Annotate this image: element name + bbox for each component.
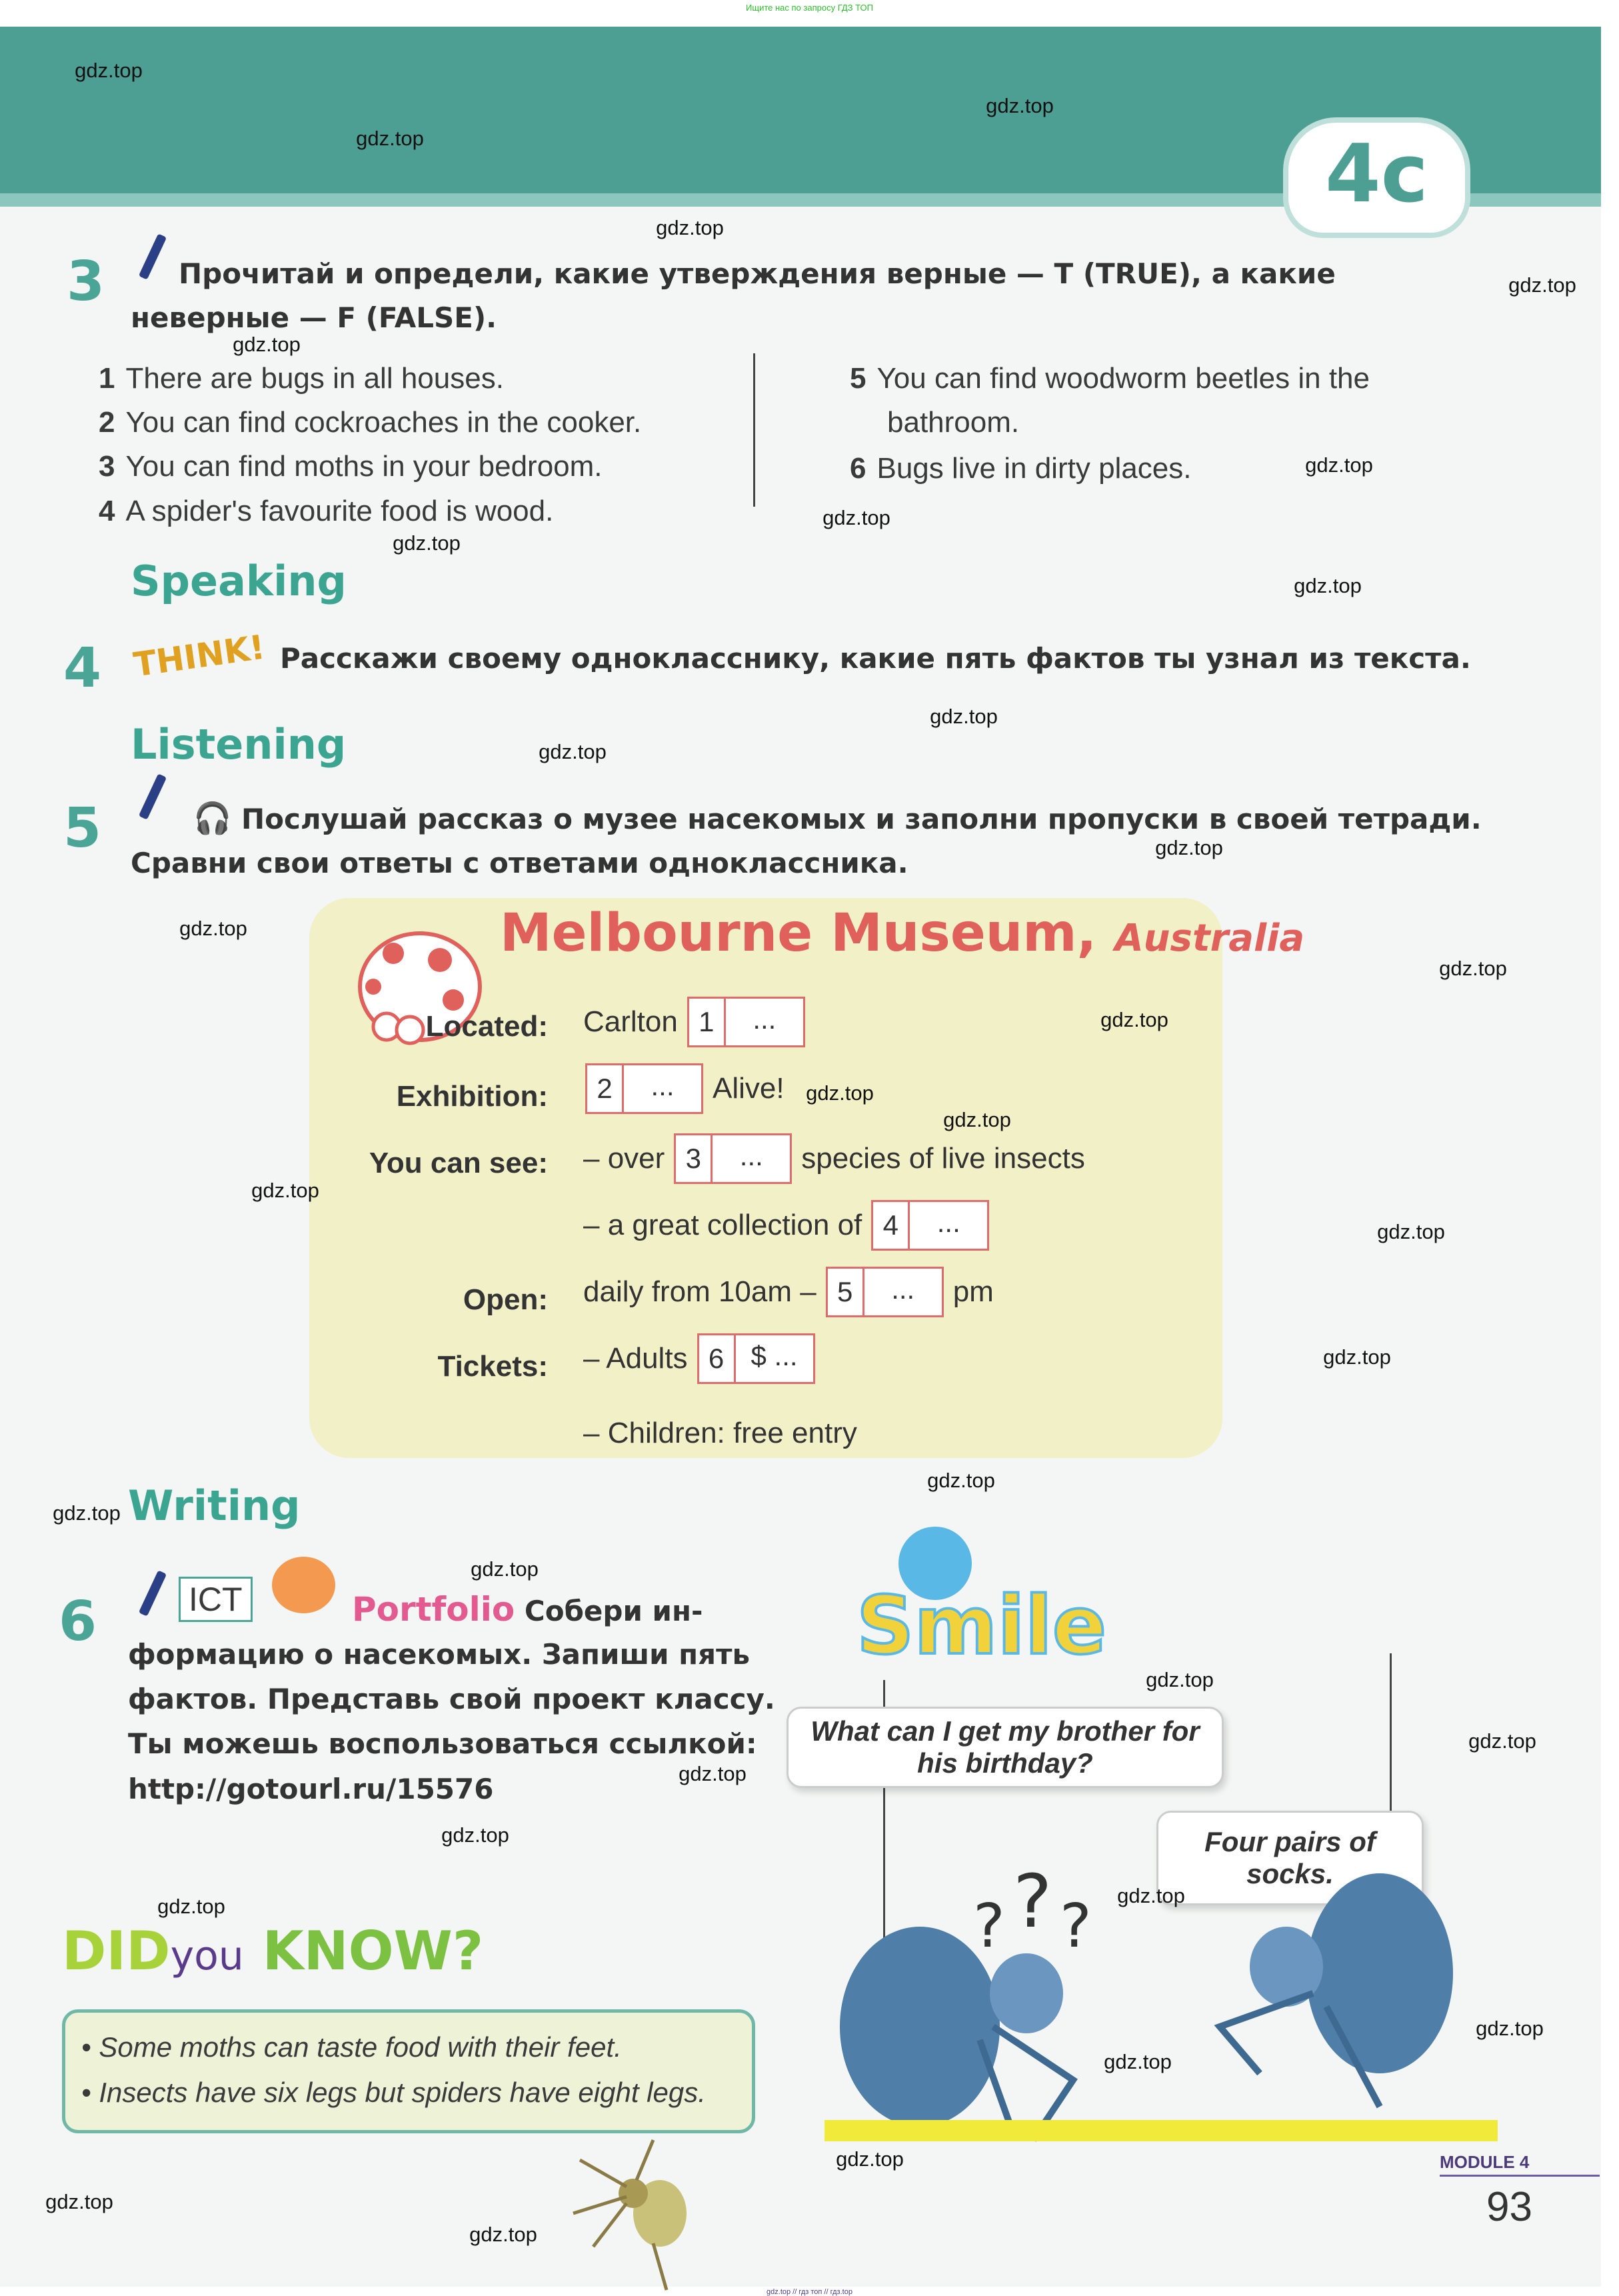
watermark-text: gdz.top — [1117, 1884, 1185, 1907]
watermark-text: gdz.top — [656, 216, 724, 239]
you-can-see-label: You can see: — [369, 1147, 548, 1179]
watermark-text: gdz.top — [1305, 453, 1373, 477]
watermark-text: gdz.top — [1468, 1729, 1536, 1753]
exercise-4-number: 4 — [63, 637, 102, 700]
gap-1: 1 ... — [687, 997, 805, 1047]
watermark-text: gdz.top — [986, 94, 1054, 117]
open-label: Open: — [463, 1283, 548, 1316]
watermark-text: gdz.top — [1508, 273, 1576, 297]
watermark-text: gdz.top — [1439, 957, 1507, 980]
tickets-adults-row: – Adults 6 $ ... — [583, 1333, 815, 1384]
think-icon: THINK! — [131, 627, 268, 685]
writing-line-4: Ты можешь воспользоваться ссылкой: — [128, 1727, 757, 1760]
watermark-text: gdz.top — [943, 1108, 1011, 1131]
watermark-text: gdz.top — [233, 333, 301, 356]
watermark-text: gdz.top — [75, 59, 143, 82]
writing-line-1: Portfolio Собери ин- — [352, 1590, 703, 1629]
exercise-5-instruction-line1: Послушай рассказ о музее насекомых и заполни пропуски в своей тетради. — [241, 803, 1482, 835]
located-label: Located: — [425, 1010, 548, 1043]
exercise-5-number: 5 — [63, 797, 102, 860]
watermark-text: gdz.top — [930, 705, 998, 728]
museum-title: Melbourne Museum, Australia — [500, 903, 1305, 963]
exercise-3-number: 3 — [67, 250, 105, 313]
watermark-text: gdz.top — [469, 2223, 537, 2246]
gap-2: 2 ... — [585, 1063, 703, 1114]
statement-1: 1 There are bugs in all houses. — [99, 362, 504, 395]
watermark-text: gdz.top — [471, 1557, 539, 1581]
watermark-text: gdz.top — [393, 531, 461, 555]
watermark-text: gdz.top — [251, 1179, 319, 1202]
statement-2: 2 You can find cockroaches in the cooker. — [99, 406, 642, 439]
watermark-text: gdz.top — [806, 1081, 874, 1105]
svg-text:?: ? — [1060, 1891, 1092, 1961]
open-row: daily from 10am – 5 ... pm — [583, 1267, 994, 1317]
watermark-text: gdz.top — [836, 2147, 904, 2171]
watermark-text: gdz.top — [441, 1823, 509, 1847]
module-label: MODULE 4 — [1440, 2152, 1530, 2172]
see-row-1: – over 3 ... species of live insects — [583, 1133, 1085, 1184]
tickets-children-row: – Children: free entry — [583, 1417, 857, 1449]
footer-line — [1440, 2175, 1600, 2177]
speaking-heading: Speaking — [131, 557, 347, 605]
exercise-3-instruction-line2: неверные — F (FALSE). — [131, 301, 497, 334]
watermark-text: gdz.top — [1146, 1668, 1214, 1691]
project-link[interactable]: http://gotourl.ru/15576 — [128, 1773, 494, 1805]
exhibition-row: 2 ... Alive! — [585, 1063, 785, 1114]
see-row-2: – a great collection of 4 ... — [583, 1200, 989, 1251]
watermark-text: gdz.top — [927, 1469, 995, 1492]
spider-photo — [553, 2133, 753, 2293]
watermark-text: gdz.top — [1323, 1345, 1391, 1369]
exercise-6-number: 6 — [59, 1590, 97, 1653]
facts-box — [62, 2009, 755, 2133]
exhibition-label: Exhibition: — [396, 1080, 548, 1113]
watermark-text: gdz.top — [179, 917, 247, 940]
headphones-icon: 🎧 — [193, 801, 232, 835]
watermark-text: gdz.top — [679, 1762, 747, 1785]
column-divider — [753, 353, 755, 507]
exercise-5-instruction-line2: Сравни свои ответы с ответами одноклассника. — [131, 847, 908, 879]
watermark-text: gdz.top — [356, 127, 424, 150]
speech-bubble-question: What can I get my brother for his birthday? — [787, 1707, 1224, 1788]
writing-line-3: фактов. Представь свой проект классу. — [128, 1683, 775, 1715]
writing-heading: Writing — [128, 1481, 301, 1530]
statement-4: 4 A spider's favourite food is wood. — [99, 495, 554, 527]
gap-4: 4 ... — [871, 1200, 989, 1251]
watermark-text: gdz.top — [1377, 1220, 1445, 1243]
lesson-badge-text: 4c — [1325, 128, 1428, 221]
highlight-strip — [824, 2120, 1498, 2141]
svg-text:?: ? — [973, 1891, 1005, 1961]
lesson-badge — [1283, 117, 1470, 238]
watermark-text: gdz.top — [1100, 1008, 1168, 1031]
watermark-top: Ищите нас по запросу ГДЗ ТОП — [746, 3, 873, 13]
watermark-text: gdz.top — [539, 740, 607, 763]
tickets-label: Tickets: — [437, 1350, 548, 1383]
statement-5: 5 You can find woodworm beetles in the bathroom. — [850, 362, 1370, 439]
speech-bubble-icon — [272, 1557, 335, 1613]
watermark-text: gdz.top — [1476, 2017, 1544, 2040]
gap-5: 5 ... — [826, 1267, 944, 1317]
watermark-text: gdz.top — [53, 1501, 121, 1525]
listening-heading: Listening — [131, 720, 347, 769]
fact-2: • Insects have six legs but spiders have eight legs. — [81, 2077, 706, 2108]
watermark-text: gdz.top — [1294, 574, 1362, 597]
watermark-bottom: gdz.top // гдз топ // гдз.top — [767, 2288, 852, 2296]
watermark-text: gdz.top — [157, 1895, 225, 1918]
writing-line-2: формацию о насекомых. Запиши пять — [128, 1638, 751, 1671]
watermark-text: gdz.top — [45, 2190, 113, 2213]
page-number: 93 — [1486, 2184, 1532, 2230]
statement-3: 3 You can find moths in your bedroom. — [99, 450, 603, 483]
statement-6: 6 Bugs live in dirty places. — [850, 452, 1192, 485]
smile-heading: Smile — [856, 1580, 1107, 1673]
watermark-text: gdz.top — [1155, 836, 1223, 859]
svg-text:?: ? — [1013, 1859, 1052, 1944]
watermark-text: gdz.top — [822, 506, 890, 529]
gap-3: 3 ... — [674, 1133, 792, 1184]
did-you-know-heading: DIDyou KNOW? — [62, 1920, 484, 1982]
located-row: Carlton 1 ... — [583, 997, 805, 1047]
watermark-text: gdz.top — [1104, 2050, 1172, 2073]
gap-6: 6 $ ... — [697, 1333, 815, 1384]
speech-bubble-answer: Four pairs of socks. — [1156, 1811, 1424, 1905]
exercise-3-instruction-line1: Прочитай и определи, какие утверждения верные — T (TRUE), а какие — [179, 257, 1336, 290]
ict-label: ICT — [179, 1577, 253, 1622]
fact-1: • Some moths can taste food with their feet. — [81, 2031, 622, 2063]
exercise-4-instruction: Расскажи своему однокласснику, какие пять фактов ты узнал из текста. — [280, 642, 1471, 675]
